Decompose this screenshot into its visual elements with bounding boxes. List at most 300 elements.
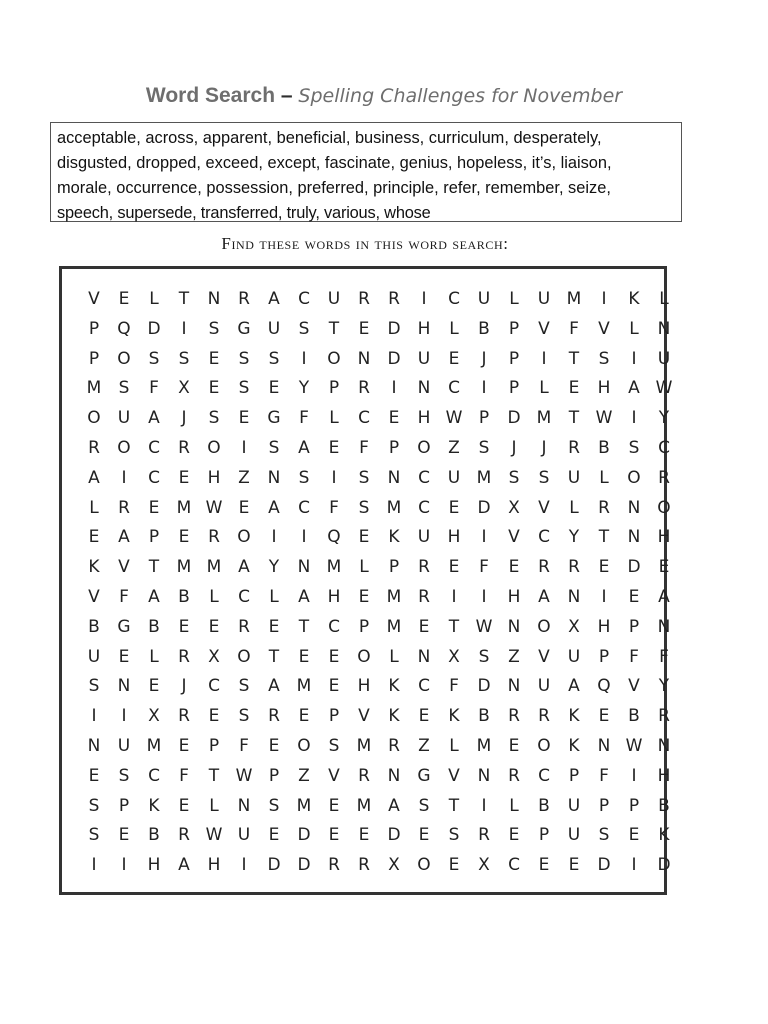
grid-cell: H: [657, 527, 671, 548]
grid-cell: V: [448, 765, 460, 786]
grid-cell: S: [358, 467, 370, 488]
grid-cell: A: [268, 289, 280, 309]
grid-cell: W: [235, 765, 253, 786]
grid-cell: E: [568, 378, 580, 399]
grid-cell: P: [148, 527, 160, 548]
grid-cell: O: [657, 497, 671, 518]
grid-cell: S: [478, 437, 490, 458]
grid-cell: U: [237, 825, 251, 846]
grid-cell: D: [297, 825, 311, 846]
grid-cell: I: [481, 586, 487, 607]
grid-cell: V: [88, 586, 100, 607]
grid-cell: R: [568, 437, 580, 458]
grid-cell: O: [297, 735, 311, 756]
grid-cell: D: [267, 855, 281, 876]
grid-cell: U: [567, 646, 581, 667]
grid-cell: E: [208, 706, 220, 727]
grid-cell: C: [448, 378, 460, 399]
grid-cell: I: [541, 348, 547, 369]
grid-cell: U: [567, 795, 581, 816]
grid-cell: L: [149, 646, 159, 667]
grid-cell: J: [181, 676, 187, 697]
grid-cell: A: [88, 467, 100, 488]
grid-cell: O: [417, 437, 431, 458]
grid-cell: E: [418, 616, 430, 637]
grid-cell: U: [567, 825, 581, 846]
grid-cell: I: [91, 855, 97, 876]
grid-cell: I: [301, 527, 307, 548]
grid-cell: F: [329, 497, 339, 518]
grid-cell: N: [387, 467, 401, 488]
grid-cell: V: [538, 497, 550, 518]
grid-cell: P: [268, 765, 280, 786]
grid-cell: R: [358, 765, 370, 786]
grid-cell: R: [178, 825, 190, 846]
grid-cell: M: [566, 289, 582, 309]
grid-cell: C: [538, 765, 550, 786]
grid-cell: E: [298, 706, 310, 727]
grid-cell: A: [178, 855, 190, 876]
grid-cell: Q: [327, 527, 341, 548]
grid-cell: Q: [117, 318, 131, 339]
grid-cell: S: [628, 437, 640, 458]
grid-cell: O: [237, 646, 251, 667]
grid-cell: B: [478, 706, 490, 727]
grid-cell: T: [178, 289, 190, 309]
grid-cell: O: [357, 646, 371, 667]
grid-cell: E: [448, 557, 460, 578]
grid-cell: Z: [448, 437, 460, 458]
grid-cell: M: [386, 497, 402, 518]
grid-cell: E: [268, 735, 280, 756]
grid-cell: E: [328, 646, 340, 667]
grid-cell: Z: [418, 735, 430, 756]
grid-cell: L: [449, 735, 459, 756]
grid-cell: F: [239, 735, 249, 756]
grid-cell: J: [511, 437, 517, 458]
grid-cell: I: [631, 408, 637, 429]
word-list-box: [50, 122, 682, 222]
grid-cell: R: [508, 706, 520, 727]
grid-cell: W: [625, 735, 643, 756]
grid-cell: E: [358, 527, 370, 548]
grid-cell: P: [568, 765, 580, 786]
grid-cell: O: [417, 855, 431, 876]
grid-cell: S: [268, 795, 280, 816]
grid-cell: M: [356, 735, 372, 756]
grid-cell: M: [386, 586, 402, 607]
grid-cell: E: [118, 825, 130, 846]
grid-cell: P: [118, 795, 130, 816]
grid-cell: D: [387, 348, 401, 369]
grid-cell: V: [538, 646, 550, 667]
grid-cell: T: [148, 557, 160, 578]
grid-cell: H: [417, 318, 431, 339]
grid-cell: R: [328, 855, 340, 876]
grid-cell: J: [541, 437, 547, 458]
grid-cell: E: [208, 348, 220, 369]
grid-cell: G: [117, 616, 131, 637]
grid-cell: W: [655, 378, 673, 399]
grid-cell: V: [328, 765, 340, 786]
grid-cell: A: [148, 586, 160, 607]
grid-cell: E: [358, 586, 370, 607]
grid-cell: I: [481, 527, 487, 548]
grid-cell: I: [451, 586, 457, 607]
grid-cell: U: [447, 467, 461, 488]
grid-cell: O: [237, 527, 251, 548]
grid-cell: U: [417, 348, 431, 369]
grid-cell: E: [238, 408, 250, 429]
grid-cell: T: [208, 765, 220, 786]
grid-cell: K: [388, 706, 400, 727]
grid-cell: C: [328, 616, 340, 637]
grid-cell: H: [447, 527, 461, 548]
grid-cell: A: [298, 586, 310, 607]
grid-cell: S: [208, 408, 220, 429]
grid-cell: E: [178, 795, 190, 816]
grid-cell: M: [356, 795, 372, 816]
grid-cell: Y: [658, 408, 670, 429]
grid-cell: L: [449, 318, 459, 339]
grid-cell: T: [568, 348, 580, 369]
grid-cell: V: [358, 706, 370, 727]
grid-cell: N: [357, 348, 371, 369]
grid-cell: R: [178, 437, 190, 458]
grid-cell: C: [418, 497, 430, 518]
grid-cell: A: [298, 437, 310, 458]
grid-cell: H: [597, 378, 611, 399]
grid-cell: S: [328, 735, 340, 756]
grid-cell: W: [445, 408, 463, 429]
grid-cell: H: [357, 676, 371, 697]
grid-cell: B: [598, 437, 610, 458]
grid-cell: S: [118, 765, 130, 786]
grid-cell: S: [508, 467, 520, 488]
grid-cell: H: [597, 616, 611, 637]
grid-cell: F: [299, 408, 309, 429]
grid-cell: U: [117, 735, 131, 756]
grid-cell: F: [629, 646, 639, 667]
grid-cell: S: [298, 467, 310, 488]
grid-cell: K: [388, 676, 400, 697]
grid-cell: E: [418, 706, 430, 727]
grid-cell: G: [267, 408, 281, 429]
grid-cell: D: [597, 855, 611, 876]
grid-cell: S: [178, 348, 190, 369]
grid-cell: P: [478, 408, 490, 429]
grid-cell: N: [477, 765, 491, 786]
grid-cell: B: [148, 616, 160, 637]
grid-cell: E: [88, 765, 100, 786]
grid-cell: O: [87, 408, 101, 429]
grid-cell: L: [509, 795, 519, 816]
grid-cell: H: [507, 586, 521, 607]
grid-cell: A: [268, 676, 280, 697]
grid-cell: M: [476, 735, 492, 756]
grid-cell: R: [88, 437, 100, 458]
grid-cell: A: [268, 497, 280, 518]
grid-cell: V: [598, 318, 610, 339]
grid-cell: R: [568, 557, 580, 578]
grid-cell: I: [271, 527, 277, 548]
grid-cell: K: [88, 557, 100, 578]
grid-cell: A: [658, 586, 670, 607]
grid-cell: V: [538, 318, 550, 339]
grid-cell: T: [268, 646, 280, 667]
grid-cell: N: [87, 735, 101, 756]
grid-cell: S: [148, 348, 160, 369]
title-dash: –: [275, 84, 299, 107]
grid-cell: H: [327, 586, 341, 607]
grid-cell: D: [387, 825, 401, 846]
grid-cell: N: [567, 586, 581, 607]
grid-cell: N: [657, 735, 671, 756]
grid-cell: L: [629, 318, 639, 339]
grid-cell: F: [599, 765, 609, 786]
grid-cell: L: [89, 497, 99, 518]
grid-cell: S: [268, 348, 280, 369]
grid-cell: C: [148, 437, 160, 458]
grid-cell: N: [627, 527, 641, 548]
grid-cell: T: [448, 616, 460, 637]
grid-cell: E: [208, 616, 220, 637]
grid-cell: R: [178, 706, 190, 727]
grid-cell: V: [628, 676, 640, 697]
grid-cell: L: [389, 646, 399, 667]
grid-cell: N: [387, 765, 401, 786]
grid-cell: P: [388, 557, 400, 578]
grid-cell: D: [387, 318, 401, 339]
grid-cell: S: [88, 795, 100, 816]
grid-cell: T: [598, 527, 610, 548]
grid-cell: B: [538, 795, 550, 816]
grid-cell: E: [388, 408, 400, 429]
grid-cell: E: [178, 616, 190, 637]
grid-cell: R: [478, 825, 490, 846]
grid-cell: I: [601, 289, 607, 309]
grid-cell: C: [148, 765, 160, 786]
grid-cell: N: [627, 497, 641, 518]
grid-cell: S: [448, 825, 460, 846]
grid-cell: N: [297, 557, 311, 578]
grid-cell: S: [238, 676, 250, 697]
grid-cell: P: [628, 616, 640, 637]
grid-cell: P: [508, 318, 520, 339]
grid-cell: R: [208, 527, 220, 548]
grid-cell: I: [631, 765, 637, 786]
grid-cell: N: [657, 318, 671, 339]
grid-cell: E: [628, 586, 640, 607]
grid-cell: U: [537, 289, 551, 309]
grid-cell: U: [417, 527, 431, 548]
grid-cell: P: [508, 348, 520, 369]
grid-cell: E: [238, 497, 250, 518]
grid-cell: O: [207, 437, 221, 458]
grid-cell: X: [508, 497, 520, 518]
grid-cell: E: [568, 855, 580, 876]
grid-cell: E: [448, 497, 460, 518]
grid-cell: I: [241, 855, 247, 876]
grid-cell: E: [88, 527, 100, 548]
grid-cell: M: [176, 557, 192, 578]
grid-cell: M: [206, 557, 222, 578]
title-subtitle: Spelling Challenges for November: [298, 85, 623, 107]
grid-cell: C: [238, 586, 250, 607]
grid-cell: P: [598, 646, 610, 667]
word-search-grid: [79, 285, 679, 881]
grid-cell: W: [205, 497, 223, 518]
grid-cell: K: [568, 735, 580, 756]
grid-cell: Z: [508, 646, 520, 667]
word-list-line: disgusted, dropped, exceed, except, fascinate, genius, hopeless, it’s, liaison,: [57, 154, 612, 172]
grid-cell: J: [181, 408, 187, 429]
grid-cell: F: [179, 765, 189, 786]
grid-cell: D: [657, 855, 671, 876]
grid-cell: S: [88, 676, 100, 697]
grid-cell: O: [537, 616, 551, 637]
grid-cell: P: [208, 735, 220, 756]
grid-cell: L: [209, 795, 219, 816]
grid-cell: U: [657, 348, 671, 369]
grid-cell: P: [328, 378, 340, 399]
grid-cell: R: [358, 855, 370, 876]
grid-cell: P: [88, 348, 100, 369]
grid-cell: S: [478, 646, 490, 667]
grid-cell: S: [298, 318, 310, 339]
grid-cell: W: [475, 616, 493, 637]
grid-cell: I: [631, 855, 637, 876]
grid-cell: A: [388, 795, 400, 816]
grid-cell: M: [536, 408, 552, 429]
grid-cell: E: [178, 735, 190, 756]
grid-cell: L: [659, 289, 669, 309]
grid-cell: P: [358, 616, 370, 637]
grid-cell: X: [448, 646, 460, 667]
grid-cell: S: [208, 318, 220, 339]
grid-cell: M: [296, 676, 312, 697]
grid-cell: M: [86, 378, 102, 399]
grid-cell: I: [331, 467, 337, 488]
grid-cell: A: [538, 586, 550, 607]
grid-cell: R: [118, 497, 130, 518]
grid-cell: R: [358, 378, 370, 399]
grid-cell: E: [328, 825, 340, 846]
grid-cell: X: [208, 646, 220, 667]
grid-cell: I: [301, 348, 307, 369]
grid-cell: C: [448, 289, 460, 309]
page-title: [0, 84, 768, 108]
grid-cell: L: [509, 289, 519, 309]
grid-cell: P: [628, 795, 640, 816]
grid-cell: D: [297, 855, 311, 876]
grid-cell: C: [538, 527, 550, 548]
grid-cell: F: [119, 586, 129, 607]
grid-cell: D: [477, 676, 491, 697]
grid-cell: N: [267, 467, 281, 488]
grid-cell: N: [657, 616, 671, 637]
grid-cell: N: [117, 676, 131, 697]
word-list-line: acceptable, across, apparent, beneficial, business, curriculum, desperately,: [57, 129, 602, 147]
grid-cell: S: [238, 348, 250, 369]
grid-cell: R: [388, 735, 400, 756]
grid-cell: K: [568, 706, 580, 727]
grid-cell: B: [658, 795, 670, 816]
grid-cell: E: [268, 616, 280, 637]
grid-cell: E: [598, 706, 610, 727]
grid-cell: X: [568, 616, 580, 637]
grid-cell: S: [118, 378, 130, 399]
grid-cell: D: [507, 408, 521, 429]
grid-cell: B: [628, 706, 640, 727]
grid-cell: R: [268, 706, 280, 727]
grid-cell: A: [148, 408, 160, 429]
grid-cell: K: [658, 825, 670, 846]
grid-cell: E: [418, 825, 430, 846]
grid-cell: R: [418, 586, 430, 607]
grid-cell: D: [147, 318, 161, 339]
grid-cell: S: [598, 348, 610, 369]
grid-cell: P: [88, 318, 100, 339]
grid-cell: R: [178, 646, 190, 667]
grid-cell: E: [448, 855, 460, 876]
grid-cell: F: [149, 378, 159, 399]
grid-cell: E: [178, 467, 190, 488]
grid-cell: S: [538, 467, 550, 488]
grid-cell: C: [418, 467, 430, 488]
grid-cell: E: [118, 289, 130, 309]
grid-cell: E: [358, 825, 370, 846]
instruction-text: Find these words in this word search:: [221, 234, 509, 253]
grid-cell: E: [148, 676, 160, 697]
grid-cell: T: [568, 408, 580, 429]
grid-cell: G: [417, 765, 431, 786]
grid-cell: Z: [238, 467, 250, 488]
grid-cell: R: [238, 289, 250, 309]
grid-cell: F: [359, 437, 369, 458]
grid-cell: T: [328, 318, 340, 339]
grid-cell: L: [329, 408, 339, 429]
grid-cell: C: [298, 497, 310, 518]
grid-cell: N: [507, 616, 521, 637]
grid-cell: T: [298, 616, 310, 637]
grid-cell: U: [87, 646, 101, 667]
grid-cell: Y: [568, 527, 580, 548]
grid-cell: M: [326, 557, 342, 578]
grid-cell: E: [598, 557, 610, 578]
grid-cell: R: [658, 467, 670, 488]
grid-cell: J: [481, 348, 487, 369]
grid-cell: M: [146, 735, 162, 756]
grid-cell: R: [388, 289, 400, 309]
grid-cell: Y: [268, 557, 280, 578]
grid-cell: M: [476, 467, 492, 488]
grid-cell: R: [598, 497, 610, 518]
grid-cell: W: [205, 825, 223, 846]
grid-cell: H: [417, 408, 431, 429]
grid-cell: I: [421, 289, 427, 309]
grid-cell: I: [391, 378, 397, 399]
grid-cell: U: [477, 289, 491, 309]
grid-cell: V: [118, 557, 130, 578]
grid-cell: E: [208, 378, 220, 399]
grid-cell: N: [417, 646, 431, 667]
grid-cell: P: [328, 706, 340, 727]
grid-cell: I: [121, 706, 127, 727]
grid-cell: O: [627, 467, 641, 488]
grid-cell: E: [148, 497, 160, 518]
grid-cell: E: [538, 855, 550, 876]
